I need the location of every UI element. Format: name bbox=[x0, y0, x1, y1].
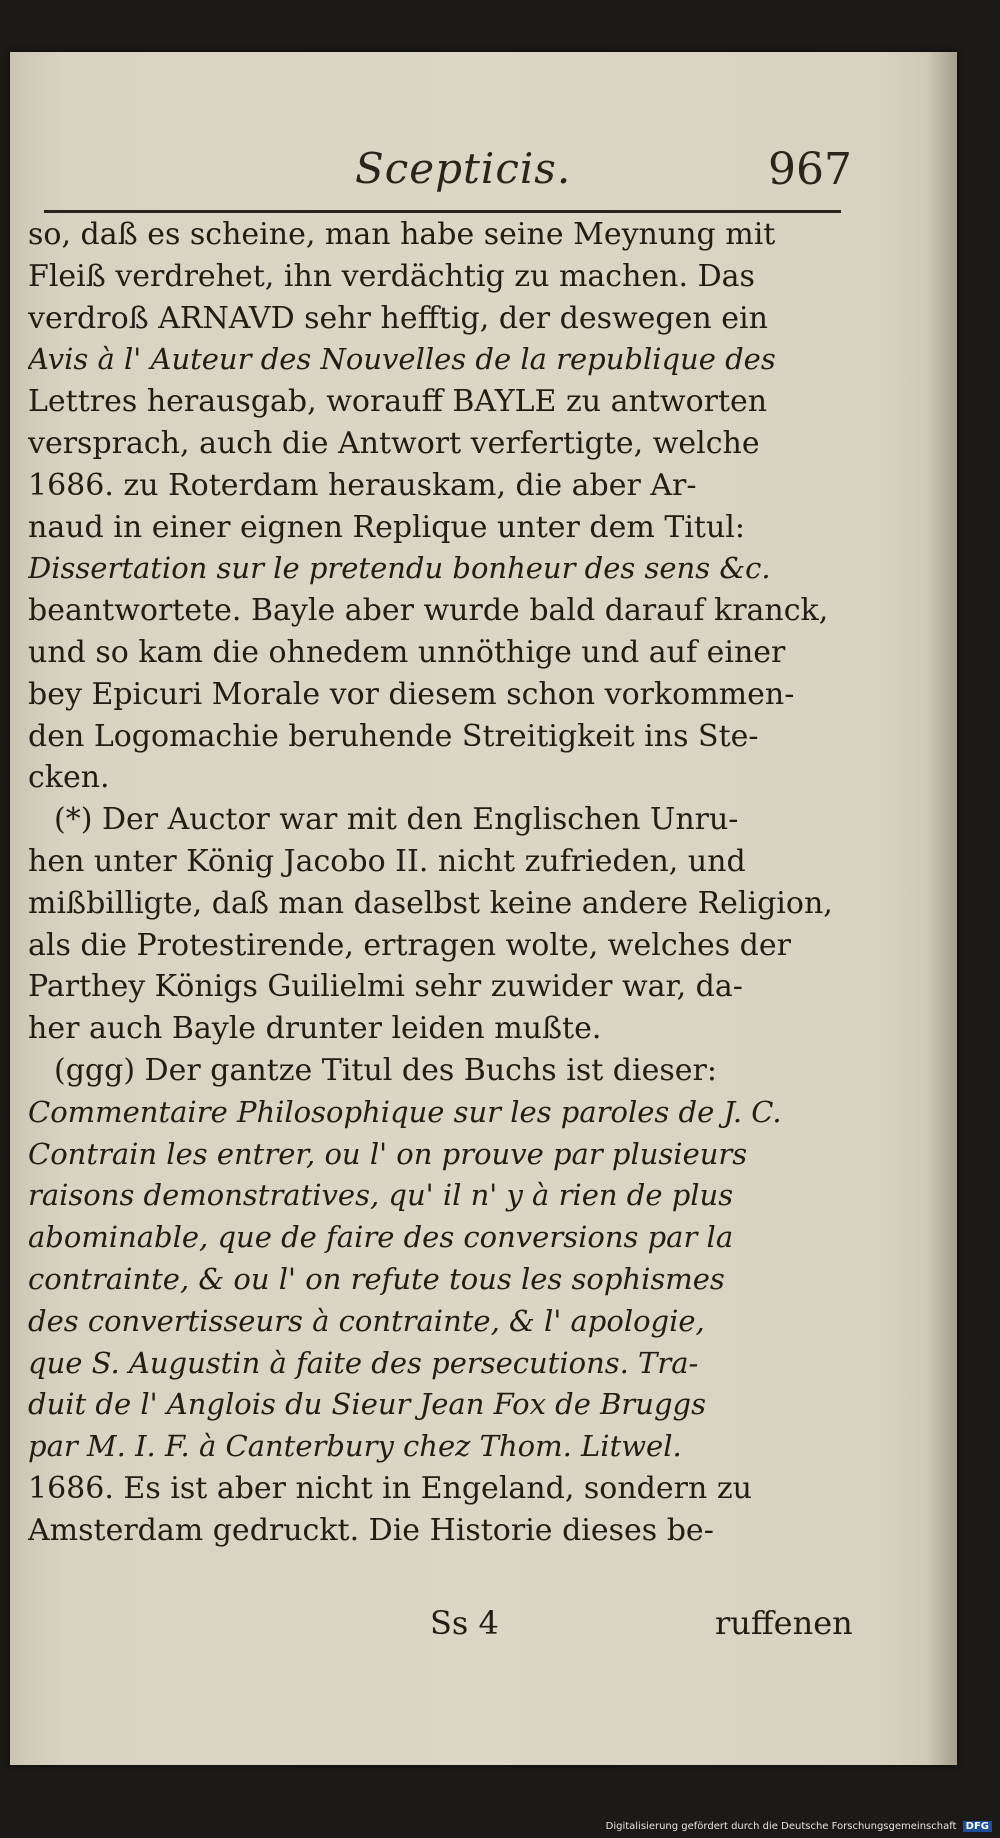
text-line: Lettres herausgab, worauff BAYLE zu antworten bbox=[28, 384, 768, 420]
header-rule bbox=[44, 210, 841, 213]
text-line: und so kam die ohnedem unnöthige und auf einer bbox=[28, 634, 786, 670]
text-line: Amsterdam gedruckt. Die Historie dieses be- bbox=[28, 1512, 714, 1548]
page-footer bbox=[10, 1598, 957, 1658]
text-line: raisons demonstratives, qu' il n' y à rien de plus bbox=[28, 1178, 734, 1213]
text-line: bey Epicuri Morale vor diesem schon vorkommen- bbox=[28, 676, 795, 712]
text-line: 1686. Es ist aber nicht in Engeland, sondern zu bbox=[28, 1470, 752, 1506]
text-line: beantwortete. Bayle aber wurde bald darauf kranck, bbox=[28, 593, 829, 629]
text-line: so, daß es scheine, man habe seine Meynung mit bbox=[28, 217, 776, 252]
page-number: 967 bbox=[768, 144, 852, 195]
text-line: Contrain les entrer, ou l' on prouve par plusieurs bbox=[28, 1136, 748, 1171]
text-line: Fleiß verdrehet, ihn verdächtig zu machen. Das bbox=[28, 258, 755, 294]
running-title: Scepticis. bbox=[355, 144, 572, 193]
text-line: contrainte, & ou l' on refute tous les sophismes bbox=[28, 1261, 725, 1296]
text-line: hen unter König Jacobo II. nicht zufrieden, und bbox=[28, 843, 746, 879]
text-line: par M. I. F. à Canterbury chez Thom. Litwel. bbox=[28, 1429, 682, 1464]
text-line: duit de l' Anglois du Sieur Jean Fox de Bruggs bbox=[28, 1387, 706, 1422]
dfg-logo: DFG bbox=[963, 1821, 992, 1832]
text-line: cken. bbox=[28, 760, 110, 796]
text-body bbox=[28, 214, 848, 1552]
text-line: als die Protestirende, ertragen wolte, welches der bbox=[28, 927, 791, 963]
text-line: naud in einer eignen Replique unter dem Titul: bbox=[28, 509, 746, 545]
text-line: verdroß ARNAVD sehr hefftig, der deswegen ein bbox=[28, 300, 768, 336]
text-line: Avis à l' Auteur des Nouvelles de la republique des bbox=[28, 342, 776, 377]
text-line: versprach, auch die Antwort verfertigte, welche bbox=[28, 425, 760, 461]
text-line: des convertisseurs à contrainte, & l' apologie, bbox=[28, 1303, 705, 1338]
text-line: den Logomachie beruhende Streitigkeit ins Ste- bbox=[28, 718, 759, 754]
text-line: Commentaire Philosophique sur les paroles de J. C. bbox=[28, 1094, 782, 1129]
catchword: ruffenen bbox=[715, 1604, 853, 1642]
page-header bbox=[10, 52, 957, 222]
text-line: Parthey Königs Guilielmi sehr zuwider war, da- bbox=[28, 969, 743, 1005]
text-line: 1686. zu Roterdam herauskam, die aber Ar- bbox=[28, 467, 697, 503]
text-line: mißbilligte, daß man daselbst keine andere Religion, bbox=[28, 885, 833, 921]
text-line: que S. Augustin à faite des persecutions. Tra- bbox=[28, 1345, 699, 1380]
text-line: her auch Bayle drunter leiden mußte. bbox=[28, 1011, 602, 1047]
footnote-start: (ggg) Der gantze Titul des Buchs ist dieser: bbox=[54, 1052, 717, 1088]
signature-mark: Ss 4 bbox=[430, 1604, 499, 1642]
digitization-credit bbox=[606, 1821, 992, 1832]
text-line: Dissertation sur le pretendu bonheur des sens &c. bbox=[28, 551, 771, 586]
book-page bbox=[10, 52, 957, 1765]
credit-text: Digitalisierung gefördert durch die Deutsche Forschungsgemeinschaft bbox=[605, 1821, 957, 1832]
footnote-start: (*) Der Auctor war mit den Englischen Unru- bbox=[54, 802, 739, 838]
text-line: abominable, que de faire des conversions par la bbox=[28, 1220, 734, 1255]
